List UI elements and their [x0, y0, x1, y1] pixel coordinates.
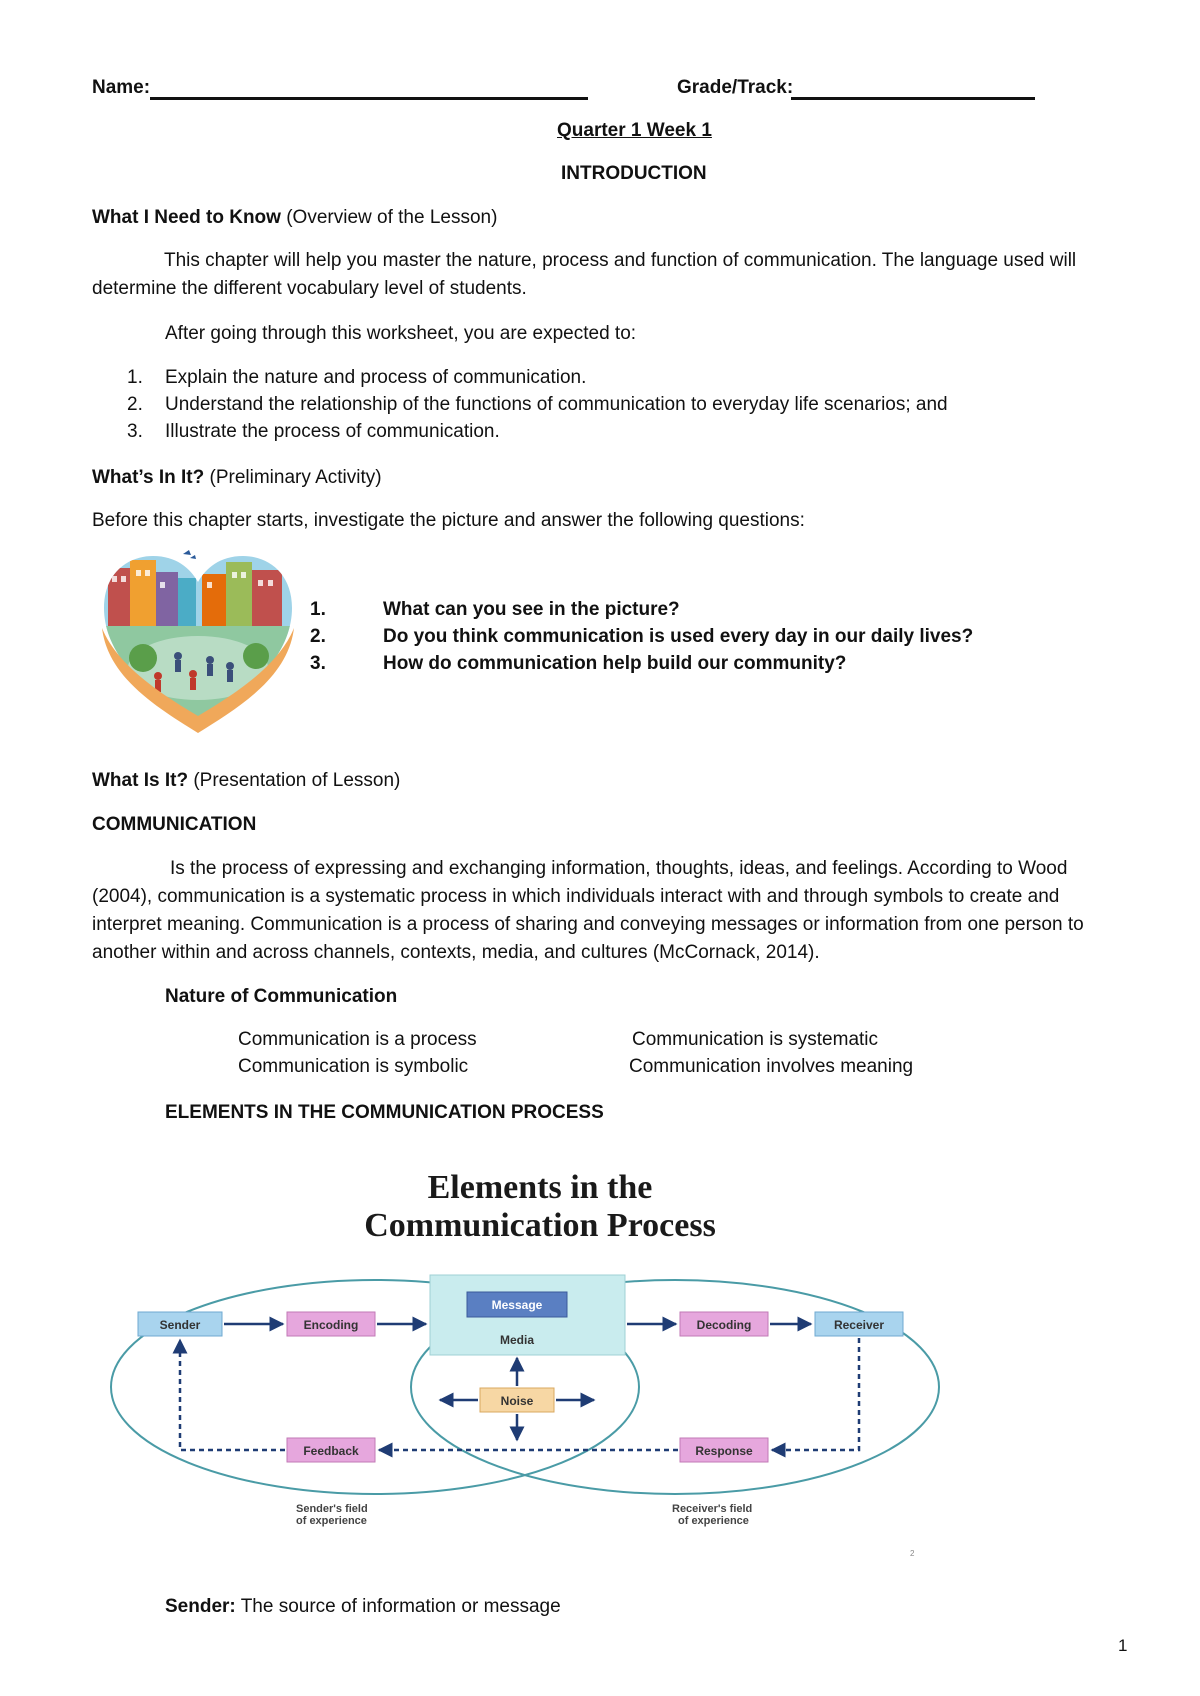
section-title: INTRODUCTION [561, 163, 707, 184]
feedback-label: Feedback [303, 1444, 359, 1458]
diagram-title-line2: Communication Process [364, 1207, 716, 1244]
response-label: Response [695, 1444, 753, 1458]
receiver-box-label: Receiver [833, 1318, 885, 1332]
nature-item: Communication is symbolic [238, 1056, 469, 1077]
diagram-footnote: 2 [910, 1549, 915, 1558]
question-text: How do communication help build our community? [383, 653, 847, 674]
communication-term: COMMUNICATION [92, 814, 257, 835]
need-to-know-heading-row [92, 206, 497, 230]
overview-paragraph: This chapter will help you master the nature, process and function of communication. The language used will determine the different vocabulary level of students. [92, 250, 1077, 299]
what-is-heading-row [92, 769, 400, 793]
elements-heading: ELEMENTS IN THE COMMUNICATION PROCESS [165, 1102, 604, 1123]
nature-item: Communication is systematic [632, 1029, 879, 1050]
name-label: Name: [92, 77, 151, 98]
question-number: 1. [310, 599, 326, 620]
communication-definition: Is the process of expressing and exchanging information, thoughts, ideas, and feelings. According to Wood (2004), communication is a systematic process in which individuals interact with and through symbols to create and interpret meaning. Communication is a process of sharing and conveying messages or information from one person to another within and across channels, contexts, media, and cultures (McCornack, 2014). [92, 858, 1084, 963]
receiver-field-label-2: of experience [678, 1515, 749, 1527]
nature-item: Communication is a process [238, 1029, 477, 1050]
whats-in-heading-row [92, 466, 382, 490]
objective-text: Understand the relationship of the functions of communication to everyday life scenarios; and [165, 394, 948, 415]
whats-in-note: (Preliminary Activity) [209, 467, 382, 488]
grade-label: Grade/Track: [677, 77, 794, 98]
sender-definition [165, 1595, 561, 1619]
whats-in-instruction: Before this chapter starts, investigate the picture and answer the following questions: [92, 510, 805, 531]
objective-text: Explain the nature and process of communication. [165, 367, 587, 388]
sender-field-label-2: of experience [296, 1515, 367, 1527]
receiver-field-label-1: Receiver's field [672, 1503, 753, 1515]
arrow-feedback-sender [180, 1340, 285, 1450]
need-to-know-heading: What I Need to Know [92, 207, 281, 228]
question-number: 2. [310, 626, 326, 647]
sender-description: The source of information or message [240, 1596, 561, 1617]
what-is-note: (Presentation of Lesson) [193, 770, 401, 791]
objective-number: 2. [127, 394, 143, 415]
objective-text: Illustrate the process of communication. [165, 421, 500, 442]
need-to-know-note: (Overview of the Lesson) [286, 207, 498, 228]
what-is-heading: What Is It? [92, 770, 189, 791]
question-text: Do you think communication is used every day in our daily lives? [383, 626, 974, 647]
question-text: What can you see in the picture? [383, 599, 680, 620]
sender-box-label: Sender [159, 1318, 201, 1332]
nature-item: Communication involves meaning [629, 1056, 914, 1077]
sender-field-label-1: Sender's field [296, 1503, 368, 1515]
diagram-title-line1: Elements in the [427, 1169, 653, 1206]
message-label: Message [491, 1298, 543, 1312]
arrow-receiver-response [772, 1338, 859, 1450]
objective-number: 1. [127, 367, 143, 388]
question-number: 3. [310, 653, 326, 674]
media-label: Media [499, 1333, 535, 1347]
quarter-label: Quarter 1 Week 1 [557, 120, 712, 141]
sender-term: Sender: [165, 1596, 236, 1617]
communication-process-diagram [100, 1150, 950, 1570]
objective-number: 3. [127, 421, 143, 442]
whats-in-heading: What’s In It? [92, 467, 205, 488]
encoding-label: Encoding [303, 1318, 359, 1332]
page-number: 1 [1118, 1636, 1128, 1655]
name-blank[interactable] [150, 97, 588, 100]
community-heart-illustration [98, 548, 298, 733]
decoding-label: Decoding [696, 1318, 752, 1332]
nature-heading: Nature of Communication [165, 986, 398, 1007]
expectation-text: After going through this worksheet, you are expected to: [165, 323, 637, 344]
noise-label: Noise [500, 1394, 534, 1408]
grade-blank[interactable] [791, 97, 1035, 100]
